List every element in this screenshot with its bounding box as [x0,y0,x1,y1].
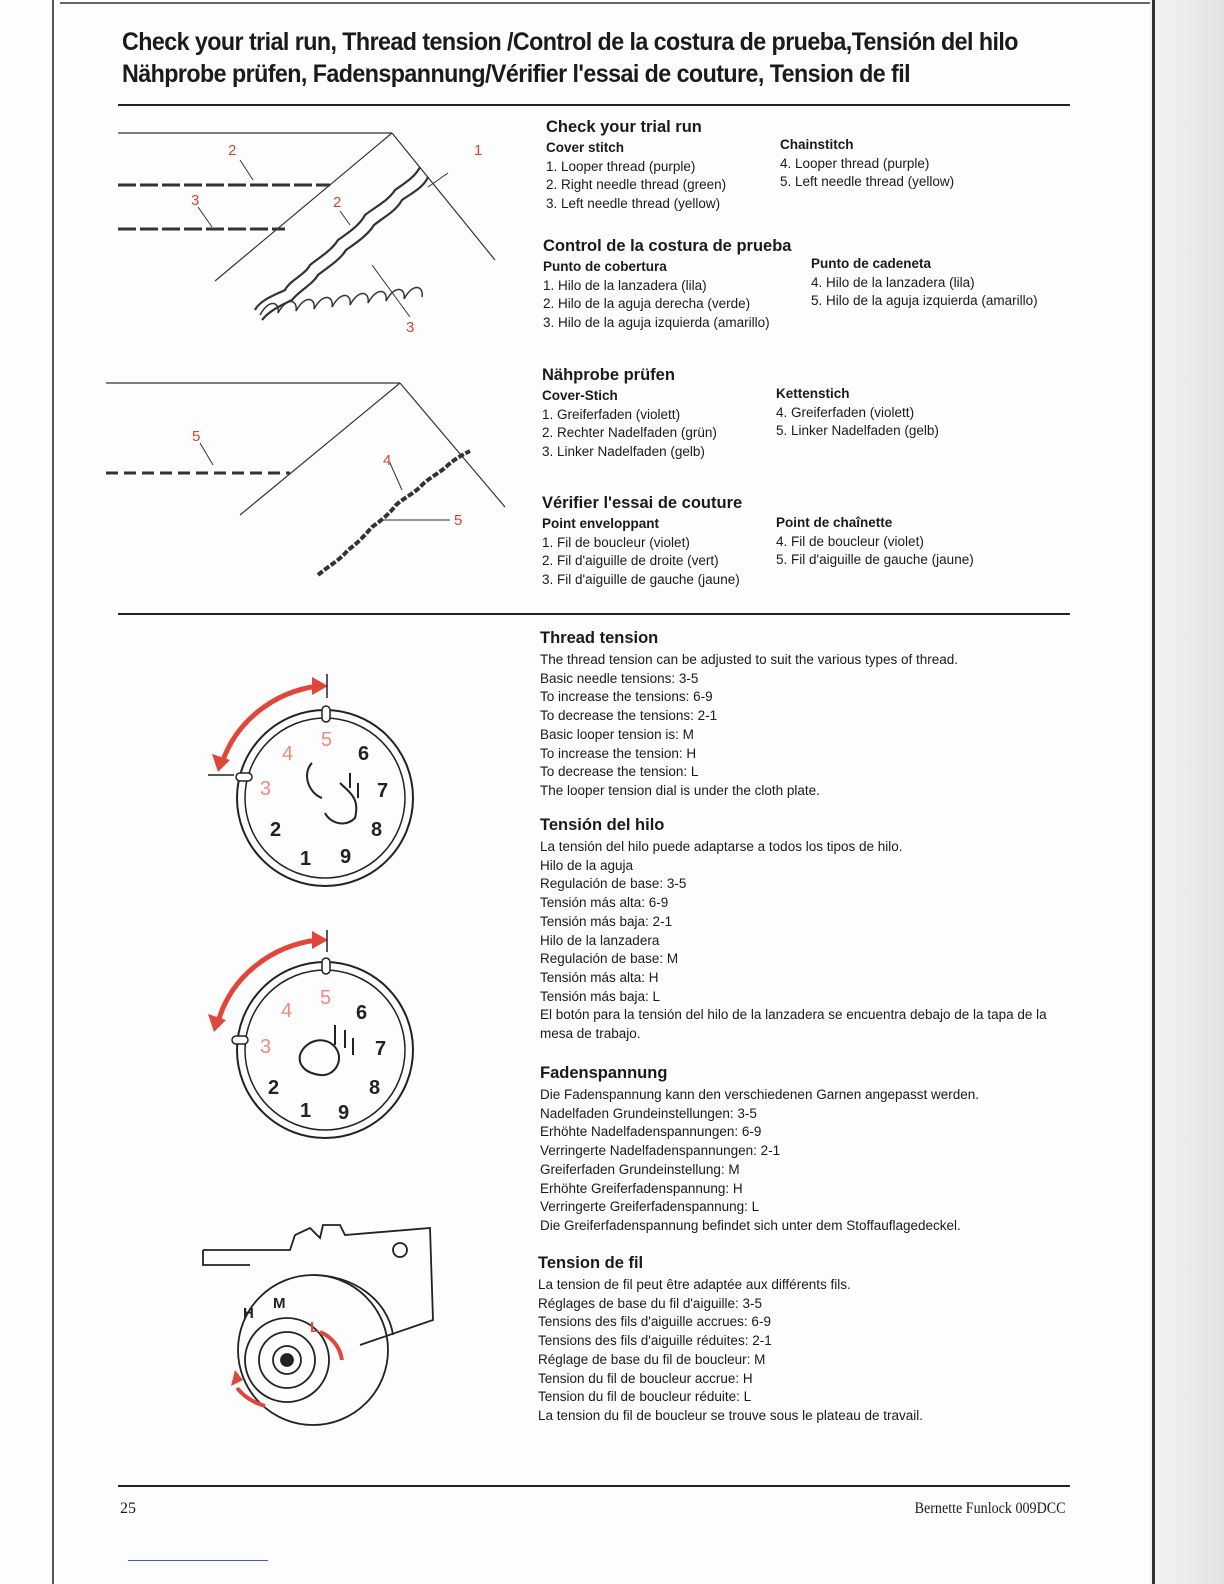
trial-de-heading: Nähprobe prüfen [542,366,675,384]
tension-de-line: Verringerte Nadelfadenspannungen: 2-1 [540,1143,781,1159]
trial-es-chain-title: Punto de cadeneta [811,256,932,271]
dial1-num-3: 3 [260,778,272,800]
trial-en-cover-item: 1. Looper thread (purple) [546,158,696,174]
dial2-num-4: 4 [281,1000,293,1022]
page-number: 25 [120,1500,136,1517]
trial-de-chain-item: 5. Linker Nadelfaden (gelb) [776,423,939,439]
chain-label-5a: 5 [192,428,201,445]
trial-en-cover-title: Cover stitch [546,140,625,155]
trial-en-cover-item: 2. Right needle thread (green) [546,177,727,193]
chain-label-4: 4 [383,452,392,469]
cover-label-2b: 2 [333,194,342,211]
tension-fr-line: Tension du fil de boucleur réduite: L [538,1389,752,1405]
tension-fr [538,1252,1078,1426]
tension-fr-line: La tension de fil peut être adaptée aux différents fils. [538,1277,851,1292]
dial1-num-9: 9 [340,846,352,868]
cover-label-2a: 2 [228,142,237,159]
trial-fr-chain [776,514,974,570]
tension-en-line: The looper tension dial is under the cloth plate. [540,782,820,798]
dial2-num-8: 8 [369,1077,381,1099]
arrow-head-left [212,754,230,772]
tension-en-line: To decrease the tension: L [540,764,699,780]
needle-tension-dial-2 [200,930,440,1150]
trial-fr-chain-item: 5. Fil d'aiguille de gauche (jaune) [776,552,974,568]
trial-en-cover-item: 3. Left needle thread (yellow) [546,195,721,211]
trial-fr-cover-item: 1. Fil de boucleur (violet) [542,534,690,550]
dial2-num-7: 7 [375,1038,387,1060]
looper-tension-dial [195,1220,455,1440]
trial-de-chain [776,385,939,441]
page-title [122,26,1052,90]
tension-fr-line: Tensions des fils d'aiguille réduites: 2-1 [538,1333,772,1349]
page-edge-right [1150,0,1224,1584]
chain-label-5b: 5 [454,512,463,529]
dial-knob-graphic [300,1025,353,1075]
tension-fr-line: Tensions des fils d'aiguille accrues: 6-9 [538,1314,771,1330]
dial-knob-graphic [307,763,358,823]
arrow-head-right [312,931,328,949]
trial-fr-cover-item: 2. Fil d'aiguille de droite (vert) [542,553,719,569]
trial-es-heading: Control de la costura de prueba [543,237,792,255]
tension-de-line: Verringerte Greiferfadenspannung: L [540,1199,760,1215]
looper-label-m: M [273,1295,286,1312]
trial-en-chain-title: Chainstitch [780,137,854,152]
arrow-head-right [312,677,328,695]
trial-de-chain-title: Kettenstich [776,386,850,401]
dial1-num-2: 2 [270,819,282,841]
range-arrow [222,686,318,763]
dial2-num-6: 6 [356,1002,368,1024]
footer-link-underline [128,1560,268,1561]
tension-es-heading: Tensión del hilo [540,816,665,834]
arrow-head-left [208,1014,226,1032]
page-title-line-1: Check your trial run, Thread tension /Control de la costura de prueba,Tensión del hilo [122,28,1018,56]
tension-es [540,814,1080,1044]
trial-es-cover-title: Punto de cobertura [543,259,667,274]
tension-de-line: Nadelfaden Grundeinstellungen: 3-5 [540,1105,757,1121]
tension-fr-line: Tension du fil de boucleur accrue: H [538,1370,753,1386]
dial1-num-6: 6 [358,743,370,765]
trial-de [542,364,717,461]
dial2-num-3: 3 [260,1036,272,1058]
dial2-num-5: 5 [320,987,332,1009]
cover-stitch-illustration [110,125,530,340]
trial-fr [542,492,742,589]
tension-es-line: Tensión más alta: 6-9 [540,895,669,911]
tension-es-line: El botón para la tensión del hilo de la lanzadera se encuentra debajo de la tapa de la mesa de trabajo. [540,1007,1047,1042]
tension-en [540,627,1080,801]
cover-label-1: 1 [474,142,483,159]
tension-de-line: Erhöhte Nadelfadenspannungen: 6-9 [540,1124,762,1140]
trial-de-cover-item: 2. Rechter Nadelfaden (grün) [542,425,717,441]
divider-bottom [118,1485,1070,1487]
page-title-line-2: Nähprobe prüfen, Fadenspannung/Vérifier l'essai de couture, Tension de fil [122,60,911,88]
tension-es-line: Regulación de base: M [540,951,679,967]
trial-en [546,116,726,213]
tension-de-line: Erhöhte Greiferfadenspannung: H [540,1180,743,1196]
trial-es [543,235,791,332]
tension-de [540,1062,1080,1236]
trial-es-cover-item: 1. Hilo de la lanzadera (lila) [543,277,707,293]
page-edge-left [52,0,54,1584]
looper-label-h: H [243,1305,254,1322]
tension-es-line: Tensión más baja: 2-1 [540,913,673,929]
trial-fr-chain-item: 4. Fil de boucleur (violet) [776,533,924,549]
dial1-num-1: 1 [300,848,312,870]
range-arrow [218,940,318,1022]
tension-fr-line: La tension du fil de boucleur se trouve sous le plateau de travail. [538,1407,923,1423]
chain-stitch-illustration [100,375,520,590]
trial-es-cover-item: 3. Hilo de la aguja izquierda (amarillo) [543,314,770,330]
trial-es-chain-item: 4. Hilo de la lanzadera (lila) [811,274,975,290]
tension-fr-line: Réglage de base du fil de boucleur: M [538,1351,766,1367]
trial-de-chain-item: 4. Greiferfaden (violett) [776,404,915,420]
tension-en-heading: Thread tension [540,629,659,647]
looper-label-l: L [310,1319,320,1336]
trial-fr-chain-title: Point de chaînette [776,515,893,530]
tension-en-line: The thread tension can be adjusted to suit the various types of thread. [540,652,959,667]
trial-fr-cover-title: Point enveloppant [542,516,660,531]
tension-es-line: Hilo de la lanzadera [540,932,660,948]
tension-es-line: Tensión más baja: L [540,988,661,1004]
tension-de-line: Greiferfaden Grundeinstellung: M [540,1161,740,1177]
trial-en-chain-item: 5. Left needle thread (yellow) [780,174,955,190]
dial1-num-5: 5 [321,729,333,751]
tension-fr-heading: Tension de fil [538,1254,644,1272]
cover-stitch-coil [255,167,428,320]
tension-de-line: Die Fadenspannung kann den verschiedenen Garnen angepasst werden. [540,1087,980,1102]
tension-en-line: To decrease the tensions: 2-1 [540,708,718,724]
footer-brand: Bernette Funlock 009DCC [915,1500,1066,1517]
trial-de-cover-title: Cover-Stich [542,388,618,403]
cover-label-3b: 3 [406,319,415,336]
dial1-num-8: 8 [371,819,383,841]
dial1-num-4: 4 [282,743,294,765]
tension-es-line: La tensión del hilo puede adaptarse a todos los tipos de hilo. [540,839,903,854]
trial-fr-heading: Vérifier l'essai de couture [542,494,743,512]
needle-tension-dial-1 [200,668,440,888]
trial-en-heading: Check your trial run [546,118,702,136]
trial-fr-cover-item: 3. Fil d'aiguille de gauche (jaune) [542,571,740,587]
trial-es-chain [811,255,1038,311]
divider-middle [118,613,1070,615]
dial2-num-1: 1 [300,1100,312,1122]
tension-es-line: Tensión más alta: H [540,969,659,985]
tension-es-line: Hilo de la aguja [540,857,634,873]
tension-de-line: Die Greiferfadenspannung befindet sich unter dem Stoffauflagedeckel. [540,1217,961,1233]
trial-en-chain [780,136,954,192]
chain-stitch-coil [318,451,470,575]
tension-es-line: Regulación de base: 3-5 [540,876,687,892]
tension-fr-line: Réglages de base du fil d'aiguille: 3-5 [538,1295,762,1311]
trial-es-cover-item: 2. Hilo de la aguja derecha (verde) [543,296,751,312]
dial2-num-9: 9 [338,1102,350,1124]
tension-en-line: To increase the tension: H [540,745,697,761]
page-edge-top [60,2,1150,4]
trial-en-chain-item: 4. Looper thread (purple) [780,155,930,171]
tension-en-line: To increase the tensions: 6-9 [540,689,713,705]
trial-es-chain-item: 5. Hilo de la aguja izquierda (amarillo) [811,293,1038,309]
trial-de-cover-item: 3. Linker Nadelfaden (gelb) [542,443,705,459]
tension-en-line: Basic needle tensions: 3-5 [540,670,699,686]
trial-de-cover-item: 1. Greiferfaden (violett) [542,406,681,422]
dial1-num-7: 7 [377,780,389,802]
page-binding-line [1152,0,1155,1584]
cover-label-3a: 3 [191,192,200,209]
divider-top [118,104,1070,106]
tension-en-line: Basic looper tension is: M [540,726,694,742]
tension-de-heading: Fadenspannung [540,1064,668,1082]
dial2-num-2: 2 [268,1077,280,1099]
